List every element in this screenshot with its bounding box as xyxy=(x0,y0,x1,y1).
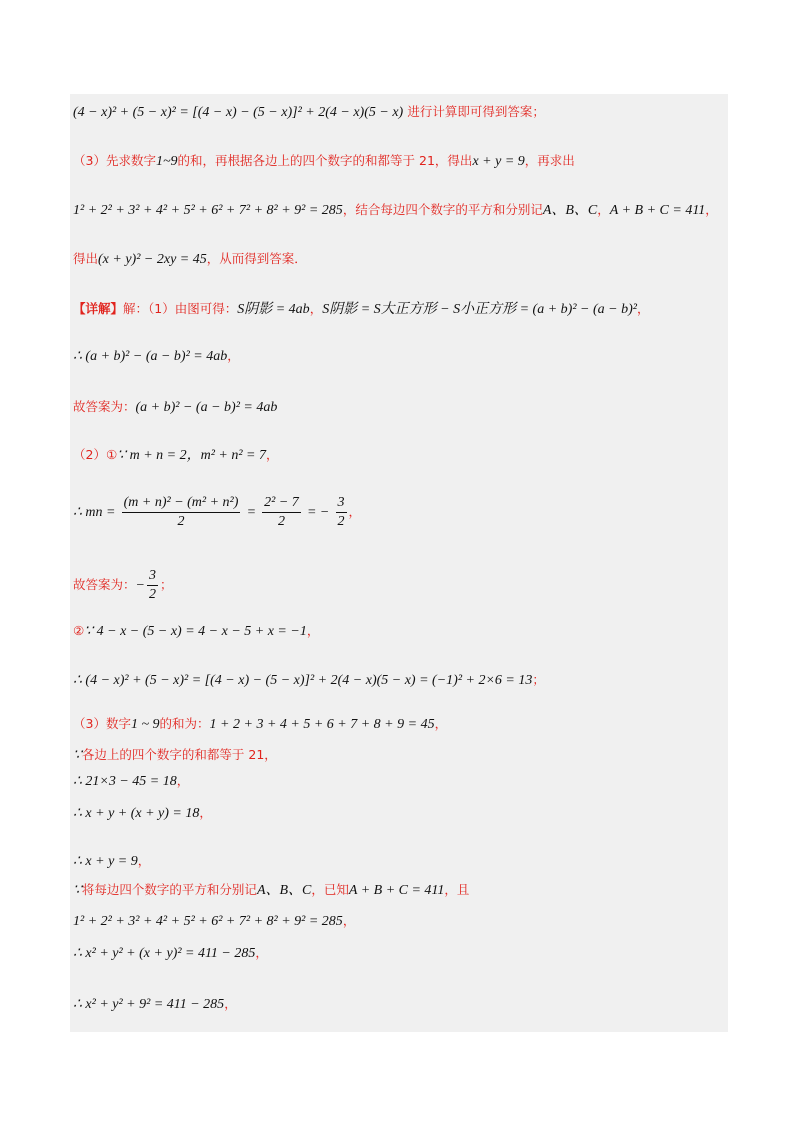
fraction xyxy=(122,494,241,531)
math-expression: x + y = 9 xyxy=(472,154,525,169)
punctuation: ， xyxy=(705,202,718,217)
line-4 xyxy=(73,250,307,269)
math-expression: ∴ (a + b)² − (a − b)² = 4ab xyxy=(73,349,228,364)
line-6 xyxy=(73,347,240,366)
explanation-text: 的和为： xyxy=(159,716,210,731)
math-expression: ∴ (4 − x)² + (5 − x)² = [(4 − x) − (5 − x)]² + 2(4 − x)(5 − x) = (−1)² + 2×6 = 13 xyxy=(73,673,533,688)
math-expression: A、B、C xyxy=(256,883,312,898)
fraction xyxy=(147,567,158,604)
explanation-text: ，再求出 xyxy=(524,153,575,168)
math-expression: 1² + 2² + 3² + 4² + 5² + 6² + 7² + 8² + 9² = 285 xyxy=(73,914,343,929)
fraction-denominator: 2 xyxy=(337,514,345,529)
because-symbol: ∵ xyxy=(73,748,82,763)
line-7 xyxy=(73,398,277,417)
line-2 xyxy=(73,152,575,171)
math-expression: A + B + C = 411 xyxy=(609,203,706,218)
line-17 xyxy=(73,852,150,871)
step-label: （3）先求数字 xyxy=(73,153,156,168)
explanation-text: ，从而得到答案． xyxy=(206,251,307,266)
math-expression: A + B + C = 411 xyxy=(348,883,445,898)
line-20 xyxy=(73,944,268,963)
punctuation: ， xyxy=(137,853,151,868)
math-expression: ∵ 4 − x − (5 − x) = 4 − x − 5 + x = −1 xyxy=(84,624,307,639)
explanation-text: 进行计算即可得到答案； xyxy=(407,104,545,119)
step-label: （2）① xyxy=(73,447,118,462)
line-19 xyxy=(73,912,355,931)
punctuation: ， xyxy=(199,805,212,820)
math-expression: (a + b)² − (a − b)² = 4ab xyxy=(135,400,278,415)
math-expression: A、B、C xyxy=(542,203,598,218)
line-13 xyxy=(73,715,447,734)
explanation-text: 将每边四个数字的平方和分别记 xyxy=(81,882,257,897)
punctuation: ， xyxy=(309,301,323,316)
math-expression: ∴ 21×3 − 45 = 18 xyxy=(73,774,177,789)
line-21 xyxy=(73,995,237,1014)
fraction-denominator: 2 xyxy=(277,514,285,529)
line-8 xyxy=(73,446,279,465)
math-expression: ∴ x + y = 9 xyxy=(73,854,138,869)
explanation-text: ，且 xyxy=(444,882,470,897)
fraction-denominator: 2 xyxy=(177,514,185,529)
step-label: （3）数字 xyxy=(73,716,131,731)
detail-heading: 【详解】 xyxy=(73,301,124,316)
fraction-numerator: 3 xyxy=(336,494,347,513)
math-expression: 1~9 xyxy=(155,154,178,169)
equals-sign: = xyxy=(246,505,257,520)
explanation-text: 的和，再根据各边上的四个数字的和都等于 21，得出 xyxy=(177,153,473,168)
punctuation: ， xyxy=(342,913,356,928)
punctuation: ， xyxy=(348,504,362,519)
line-12 xyxy=(73,671,545,690)
line-10 xyxy=(73,567,172,604)
fraction-numerator: (m + n)² − (m² + n²) xyxy=(122,494,241,513)
answer-label: 故答案为： xyxy=(73,577,136,592)
line-5 xyxy=(73,300,649,319)
line-18 xyxy=(73,881,469,900)
punctuation: ， xyxy=(227,348,240,363)
math-expression: 1² + 2² + 3² + 4² + 5² + 6² + 7² + 8² + 9² = 285 xyxy=(73,203,343,218)
math-expression: (4 − x)² + (5 − x)² = [(4 − x) − (5 − x)]² + 2(4 − x)(5 − x) xyxy=(73,105,404,120)
explanation-text: 得出 xyxy=(73,251,99,266)
line-11 xyxy=(73,622,319,641)
punctuation: ， xyxy=(434,716,448,731)
punctuation: ； xyxy=(159,577,173,592)
punctuation: ， xyxy=(176,773,190,788)
line-15 xyxy=(73,772,189,791)
math-expression: 1 + 2 + 3 + 4 + 5 + 6 + 7 + 8 + 9 = 45 xyxy=(209,717,435,732)
math-expression: ∵ m + n = 2，m² + n² = 7 xyxy=(117,448,266,463)
punctuation: ， xyxy=(265,447,279,462)
punctuation: ， xyxy=(597,202,610,217)
fraction xyxy=(336,494,347,531)
math-expression: S阴影 = S大正方形 − S小正方形 = (a + b)² − (a − b)² xyxy=(322,302,637,317)
math-expression: ∴ mn = xyxy=(73,505,116,520)
fraction xyxy=(262,494,301,531)
explanation-text: ，结合每边四个数字的平方和分别记 xyxy=(342,202,543,217)
line-1 xyxy=(73,103,545,122)
math-expression: (x + y)² − 2xy = 45 xyxy=(98,252,207,267)
minus-sign: − xyxy=(135,578,145,593)
equals-sign: = − xyxy=(306,505,330,520)
math-expression: ∴ x + y + (x + y) = 18 xyxy=(73,806,200,821)
explanation-text: 各边上的四个数字的和都等于 21， xyxy=(81,747,277,762)
line-16 xyxy=(73,804,212,823)
explanation-text: ，已知 xyxy=(311,882,349,897)
math-expression: ∴ x² + y² + (x + y)² = 411 − 285 xyxy=(73,946,256,961)
because-symbol: ∵ xyxy=(73,883,82,898)
punctuation: ， xyxy=(255,945,268,960)
punctuation: ， xyxy=(306,623,320,638)
punctuation: ； xyxy=(532,672,545,687)
punctuation: ， xyxy=(224,996,237,1011)
math-expression: ∴ x² + y² + 9² = 411 − 285 xyxy=(73,997,225,1012)
step-label: ② xyxy=(73,623,85,638)
math-expression: 1 ~ 9 xyxy=(130,717,160,732)
line-9 xyxy=(73,494,361,531)
fraction-numerator: 3 xyxy=(147,567,158,586)
line-3 xyxy=(73,201,718,220)
punctuation: ， xyxy=(636,301,650,316)
fraction-numerator: 2² − 7 xyxy=(262,494,301,513)
math-expression: S阴影 = 4ab xyxy=(237,302,310,317)
explanation-text: 解：（1）由图可得： xyxy=(123,301,238,316)
fraction-denominator: 2 xyxy=(148,587,156,602)
answer-label: 故答案为： xyxy=(73,399,136,414)
line-14 xyxy=(73,746,277,765)
